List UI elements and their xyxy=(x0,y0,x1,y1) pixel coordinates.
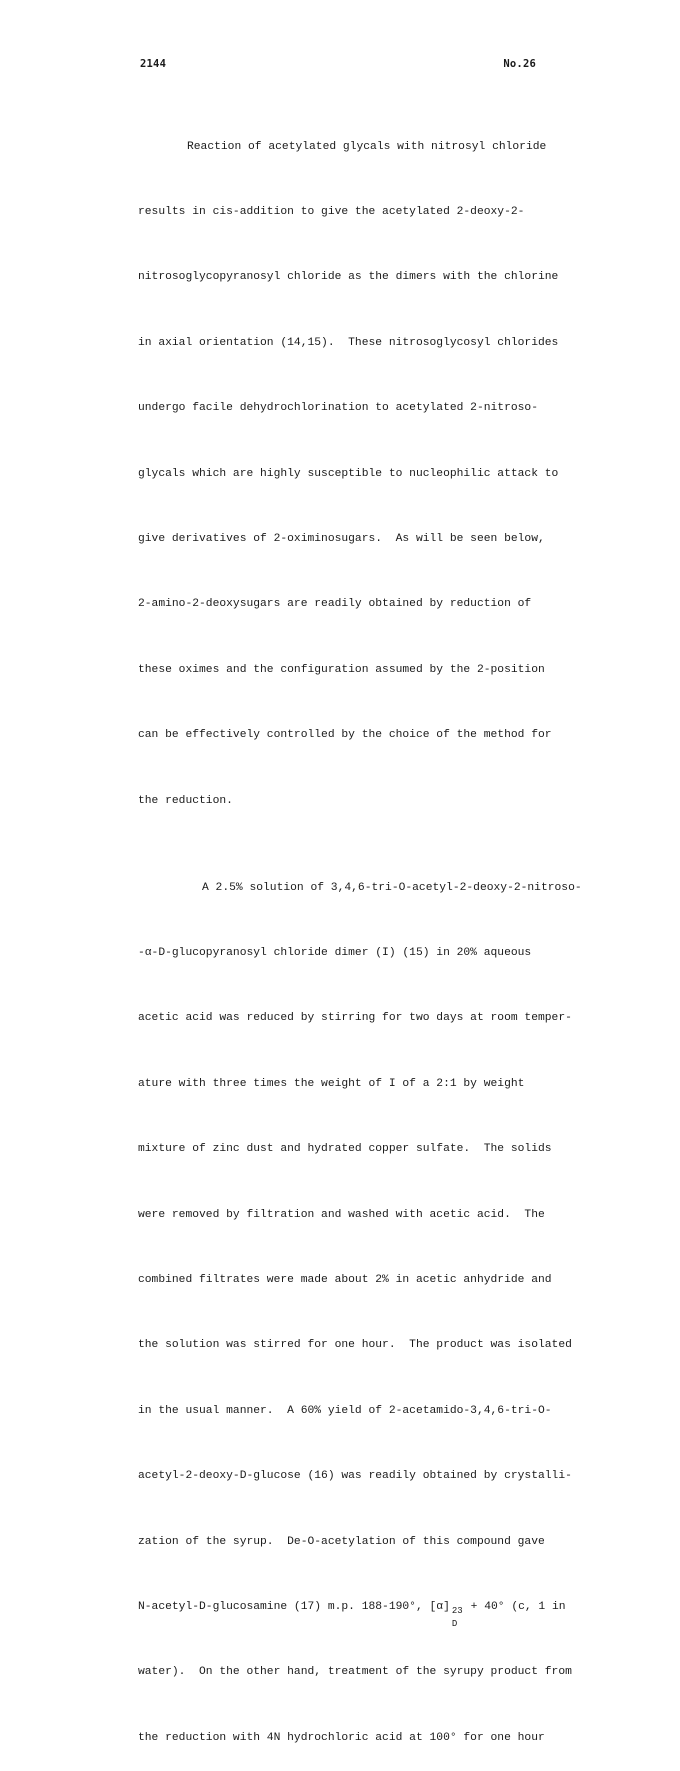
text-line: the reduction. xyxy=(138,794,233,807)
text-line: in the usual manner. A 60% yield of 2-acetamido-3,4,6-tri-O- xyxy=(138,1404,552,1417)
text-line: A 2.5% solution of 3,4,6-tri-O-acetyl-2-deoxy-2-nitroso- xyxy=(202,881,582,894)
text-line: combined filtrates were made about 2% in acetic anhydride and xyxy=(138,1274,552,1287)
rotation-temperature: 23 xyxy=(451,1605,463,1616)
page-number: 2144 xyxy=(140,58,167,70)
text-line: acetic acid was reduced by stirring for two days at room temper- xyxy=(138,1012,572,1025)
text-line: water). On the other hand, treatment of the syrupy product from xyxy=(138,1666,572,1679)
rotation-wavelength: D xyxy=(451,1618,458,1629)
text-line: give derivatives of 2-oximinosugars. As will be seen below, xyxy=(138,532,545,545)
rotation-value: + 40° (c, 1 in xyxy=(463,1600,566,1613)
text-line: the solution was stirred for one hour. The product was isolated xyxy=(138,1339,572,1352)
text-line: results in cis-addition to give the acetylated 2-deoxy-2- xyxy=(138,205,525,218)
text-line: these oximes and the configuration assumed by the 2-position xyxy=(138,663,545,676)
text-segment: N-acetyl-D-glucosamine (17) m.p. 188-190°, [α] xyxy=(138,1600,450,1613)
body-text xyxy=(138,93,582,1771)
text-line: acetyl-2-deoxy-D-glucose (16) was readily obtained by crystalli- xyxy=(138,1470,572,1483)
journal-issue: No.26 xyxy=(503,58,536,70)
text-line: -α-D-glucopyranosyl chloride dimer (I) (15) in 20% aqueous xyxy=(138,947,532,960)
text-line: the reduction with 4N hydrochloric acid at 100° for one hour xyxy=(138,1731,545,1744)
text-line: zation of the syrup. De-O-acetylation of this compound gave xyxy=(138,1535,545,1548)
text-line: Reaction of acetylated glycals with nitrosyl chloride xyxy=(187,140,547,153)
text-line: mixture of zinc dust and hydrated copper sulfate. The solids xyxy=(138,1143,552,1156)
text-line: undergo facile dehydrochlorination to acetylated 2-nitroso- xyxy=(138,402,538,415)
text-line: in axial orientation (14,15). These nitrosoglycosyl chlorides xyxy=(138,336,559,349)
rotation-line xyxy=(138,1597,566,1629)
text-line: nitrosoglycopyranosyl chloride as the dimers with the chlorine xyxy=(138,271,559,284)
text-line: ature with three times the weight of I of a 2:1 by weight xyxy=(138,1077,525,1090)
text-line: 2-amino-2-deoxysugars are readily obtained by reduction of xyxy=(138,598,532,611)
text-line: glycals which are highly susceptible to nucleophilic attack to xyxy=(138,467,559,480)
text-line: can be effectively controlled by the choice of the method for xyxy=(138,729,552,742)
text-line: were removed by filtration and washed with acetic acid. The xyxy=(138,1208,545,1221)
